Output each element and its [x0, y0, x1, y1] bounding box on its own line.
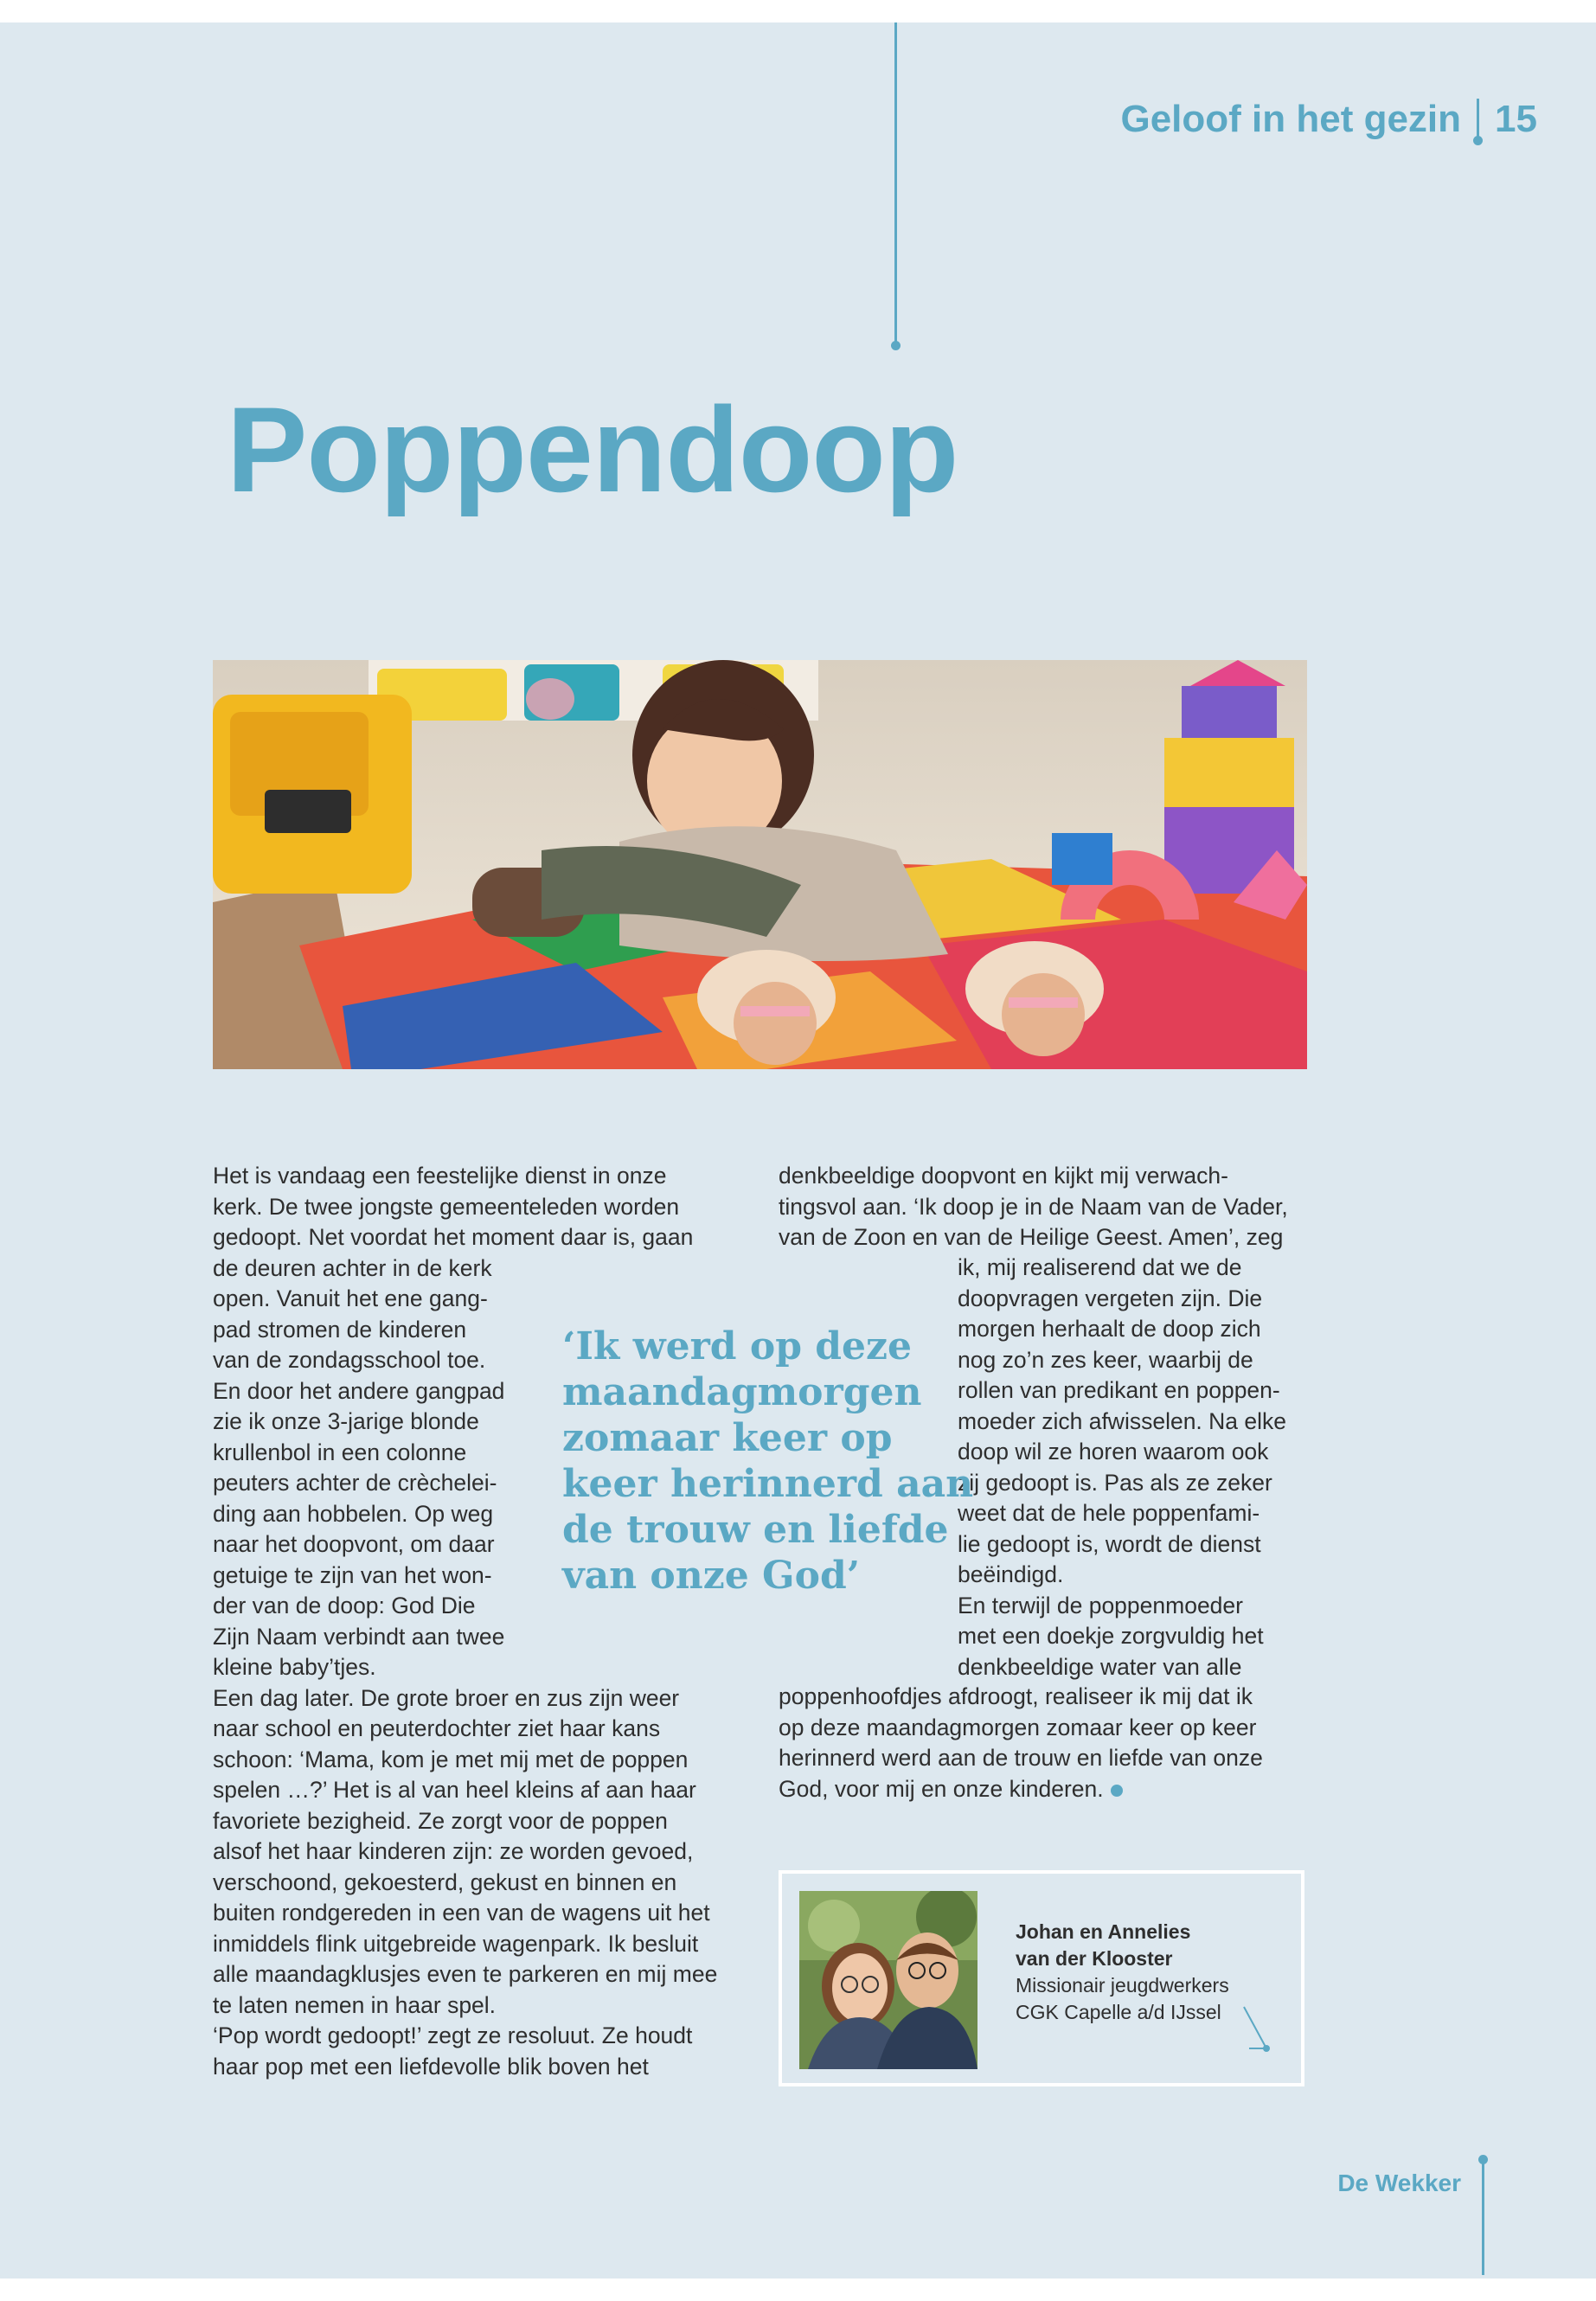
author-role: Missionair jeugdwerkers CGK Capelle a/d IJssel [1016, 1974, 1229, 2023]
text-line: buiten rondgereden in een van de wagens uit het [213, 1900, 710, 1926]
text-line: op deze maandagmorgen zomaar keer op keer [779, 1714, 1257, 1740]
text-line: de deuren achter in de kerk [213, 1254, 492, 1281]
text-line: rollen van predikant en poppen- [958, 1377, 1280, 1403]
footer-rule-dot [1478, 2155, 1488, 2164]
article-photo [213, 660, 1307, 1069]
text-line: inmiddels flink uitgebreide wagenpark. Ik besluit [213, 1930, 699, 1957]
text-line: denkbeeldige doopvont en kijkt mij verwach- [779, 1163, 1228, 1189]
text-line: haar pop met een liefdevolle blik boven het [213, 2053, 649, 2080]
text-line: ‘Pop wordt gedoopt!’ zegt ze resoluut. Ze houdt [213, 2022, 693, 2048]
text-line: open. Vanuit het ene gang- [213, 1285, 488, 1311]
end-mark-icon [1111, 1785, 1123, 1797]
text-line: verschoond, gekoesterd, gekust en binnen en [213, 1868, 677, 1895]
author-box [779, 1870, 1304, 2086]
body-paragraphs-col2-bottom [779, 1682, 1315, 1804]
text-line: schoon: ‘Mama, kom je met mij met de poppen [213, 1746, 689, 1772]
text-line: van onze God’ [562, 1554, 861, 1598]
text-line: Het is vandaag een feestelijke dienst in onze [213, 1163, 667, 1189]
top-rule-dot [891, 341, 901, 350]
section-title: Geloof in het gezin [1120, 98, 1462, 140]
header-separator [1477, 99, 1479, 140]
text-line: van de zondagsschool toe. [213, 1347, 486, 1373]
article-title: Poppendoop [227, 381, 958, 517]
text-line: pad stromen de kinderen [213, 1316, 467, 1343]
text-line: kleine baby’tjes. [213, 1654, 376, 1680]
text-line: doop wil ze horen waarom ook [958, 1439, 1269, 1465]
body-paragraphs-col2-top [779, 1161, 1315, 1253]
text-line: Zijn Naam verbindt aan twee [213, 1623, 505, 1650]
footer-vertical-rule [1482, 2159, 1484, 2275]
body-paragraphs [213, 1161, 766, 2082]
text-line: beëindigd. [958, 1561, 1064, 1587]
text-line: getuige te zijn van het won- [213, 1561, 492, 1588]
body-column-2-bottom [779, 1682, 1315, 1804]
text-line: ‘Ik werd op deze [562, 1324, 913, 1368]
text-line: zomaar keer op [562, 1416, 893, 1460]
text-line: denkbeeldige water van alle [958, 1653, 1242, 1680]
text-line: peuters achter de crèchelei- [213, 1470, 497, 1496]
text-line: En terwijl de poppenmoeder [958, 1592, 1243, 1618]
pull-quote [562, 1324, 974, 1599]
magazine-name: De Wekker [1337, 2170, 1461, 2196]
text-line: lie gedoopt is, wordt de dienst [958, 1530, 1261, 1557]
text-line: der van de doop: God Die [213, 1593, 476, 1618]
author-name: Johan en Annelies van der Klooster [1016, 1920, 1191, 1970]
page-header [1120, 93, 1537, 145]
text-line: naar het doopvont, om daar [213, 1531, 495, 1557]
text-line: naar school en peuterdochter ziet haar kans [213, 1715, 661, 1741]
text-line: poppenhoofdjes afdroogt, realiseer ik mij dat ik [779, 1683, 1253, 1709]
text-line: krullenbol in een colonne [213, 1439, 467, 1465]
text-line: alle maandagklusjes even te parkeren en mij mee [213, 1961, 718, 1987]
text-line: zie ik onze 3-jarige blonde [213, 1408, 479, 1434]
text-line: te laten nemen in haar spel. [213, 1991, 497, 2018]
text-line: keer herinnerd aan [562, 1462, 974, 1506]
page-number: 15 [1495, 98, 1537, 140]
author-photo [799, 1891, 977, 2069]
corner-arrow-icon [1240, 2003, 1275, 2055]
text-line: favoriete bezigheid. Ze zorgt voor de poppen [213, 1807, 668, 1834]
text-line: Een dag later. De grote broer en zus zijn weer [213, 1684, 680, 1711]
body-column-1 [213, 1161, 766, 2082]
text-line: moeder zich afwisselen. Na elke [958, 1407, 1287, 1434]
text-line: nog zo’n zes keer, waarbij de [958, 1346, 1253, 1373]
body-column-2-mid [958, 1253, 1321, 1682]
text-line: van de Zoon en van de Heilige Geest. Amen’, zeg [779, 1224, 1284, 1250]
text-line: gedoopt. Net voordat het moment daar is, gaan [213, 1224, 694, 1250]
body-paragraphs-col2-mid [958, 1253, 1321, 1682]
body-column-2-top [779, 1161, 1315, 1253]
text-line: ding aan hobbelen. Op weg [213, 1500, 494, 1527]
text-line: doopvragen vergeten zijn. Die [958, 1285, 1263, 1311]
text-line: morgen herhaalt de doop zich [958, 1316, 1261, 1342]
text-line: met een doekje zorgvuldig het [958, 1623, 1264, 1649]
text-line: weet dat de hele poppenfami- [958, 1500, 1260, 1526]
text-line: zij gedoopt is. Pas als ze zeker [958, 1469, 1272, 1496]
text-line: maandagmorgen [562, 1370, 922, 1414]
text-line: spelen …?’ Het is al van heel kleins af aan haar [213, 1777, 696, 1803]
text-line: herinnerd werd aan de trouw en liefde van onze [779, 1745, 1263, 1771]
top-vertical-rule [894, 22, 897, 346]
text-line: alsof het haar kinderen zijn: ze worden gevoed, [213, 1838, 694, 1864]
text-line: God, voor mij en onze kinderen. [779, 1774, 1315, 1805]
text-line: tingsvol aan. ‘Ik doop je in de Naam van de Vader, [779, 1193, 1288, 1220]
text-line: ik, mij realiserend dat we de [958, 1254, 1242, 1280]
text-line: de trouw en liefde [562, 1508, 949, 1552]
text-line: En door het andere gangpad [213, 1377, 505, 1404]
text-line: kerk. De twee jongste gemeenteleden worden [213, 1193, 680, 1220]
